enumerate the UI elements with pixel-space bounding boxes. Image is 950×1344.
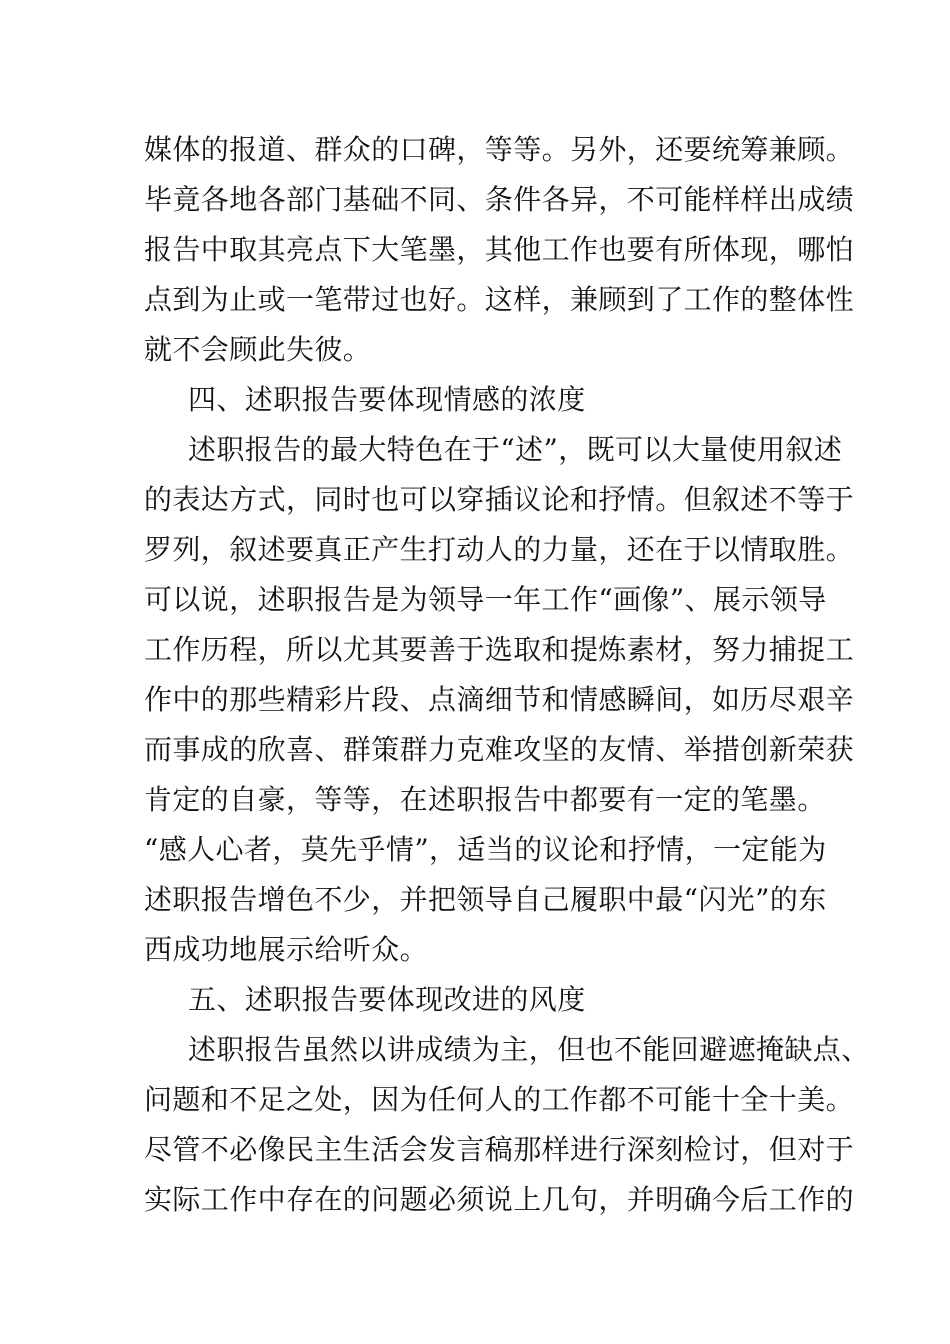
text-line: 点到为止或一笔带过也好。这样，兼顾到了工作的整体性 <box>144 283 855 316</box>
text-line: 的表达方式，同时也可以穿插议论和抒情。但叙述不等于 <box>144 483 855 516</box>
text-line: 罗列，叙述要真正产生打动人的力量，还在于以情取胜。 <box>144 533 855 566</box>
section-heading: 四、述职报告要体现情感的浓度 <box>188 383 586 416</box>
text-line: 工作历程，所以尤其要善于选取和提炼素材，努力捕捉工 <box>144 633 855 666</box>
text-line: 肯定的自豪，等等，在述职报告中都要有一定的笔墨。 <box>144 783 826 816</box>
text-line: 毕竟各地各部门基础不同、条件各异，不可能样样出成绩 <box>144 183 855 216</box>
text-line: 而事成的欣喜、群策群力克难攻坚的友情、举措创新荣获 <box>144 733 855 766</box>
text-line: “感人心者，莫先乎情”，适当的议论和抒情，一定能为 <box>144 833 827 866</box>
text-line: 作中的那些精彩片段、点滴细节和情感瞬间，如历尽艰辛 <box>144 683 855 716</box>
text-line: 就不会顾此失彼。 <box>144 333 372 366</box>
text-line: 可以说，述职报告是为领导一年工作“画像”、展示领导 <box>144 583 827 616</box>
text-line: 述职报告虽然以讲成绩为主，但也不能回避遮掩缺点、 <box>188 1033 870 1066</box>
text-line: 西成功地展示给听众。 <box>144 933 429 966</box>
text-line: 述职报告的最大特色在于“述”，既可以大量使用叙述 <box>188 433 843 466</box>
text-line: 报告中取其亮点下大笔墨，其他工作也要有所体现，哪怕 <box>144 233 855 266</box>
section-heading: 五、述职报告要体现改进的风度 <box>188 983 586 1016</box>
document-body <box>144 125 870 1225</box>
text-line: 问题和不足之处，因为任何人的工作都不可能十全十美。 <box>144 1083 855 1116</box>
text-line: 媒体的报道、群众的口碑，等等。另外，还要统筹兼顾。 <box>144 133 855 166</box>
text-line: 尽管不必像民主生活会发言稿那样进行深刻检讨，但对于 <box>144 1133 855 1166</box>
text-line: 实际工作中存在的问题必须说上几句，并明确今后工作的 <box>144 1183 855 1216</box>
text-line: 述职报告增色不少，并把领导自己履职中最“闪光”的东 <box>144 883 827 916</box>
